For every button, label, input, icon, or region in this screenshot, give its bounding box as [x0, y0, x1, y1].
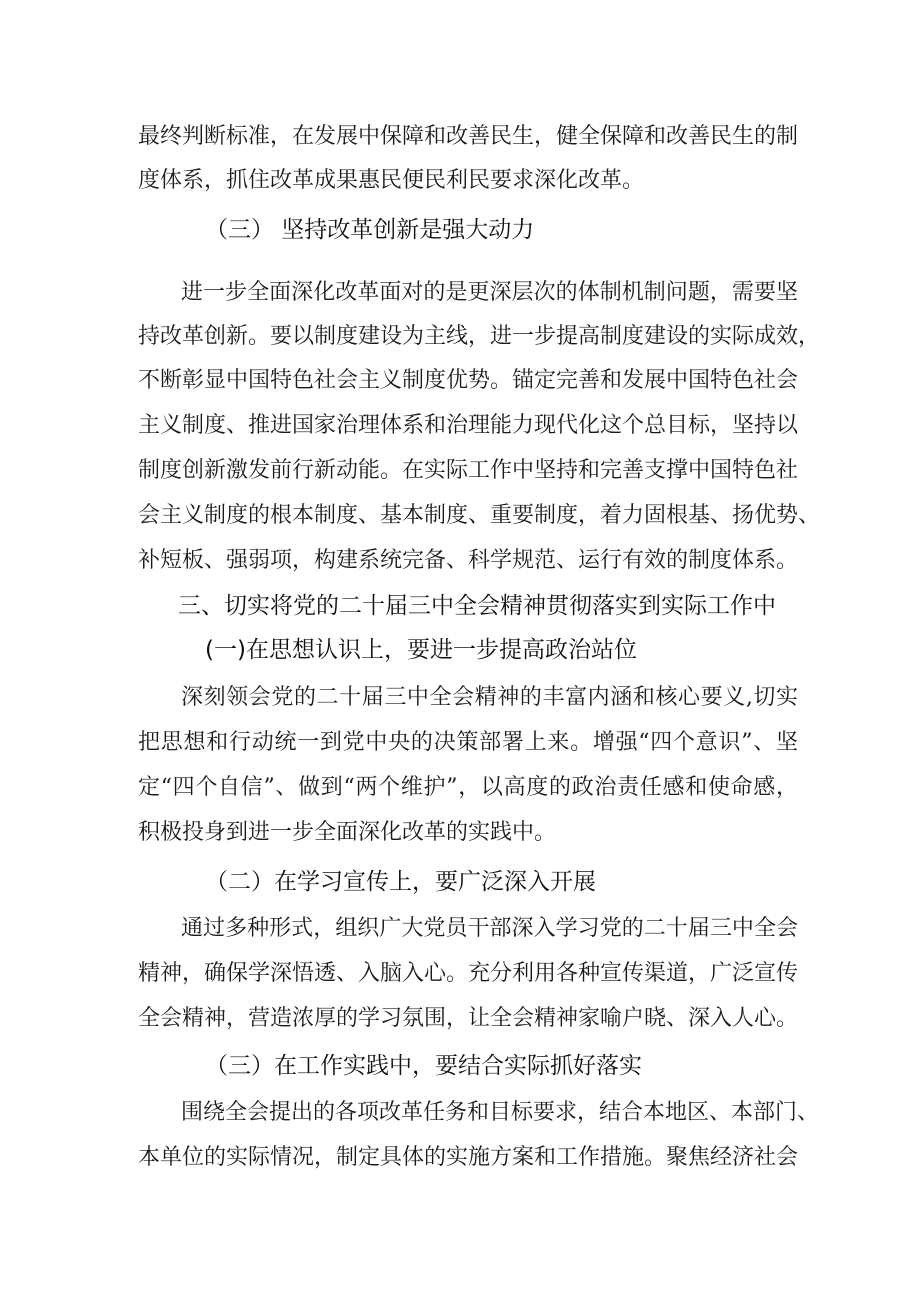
- paragraph-line: 补短板、强弱项，构建系统完备、科学规范、运行有效的制度体系。: [138, 548, 799, 573]
- part-heading: 三、切实将党的二十届三中全会精神贯彻落实到实际工作中: [178, 593, 776, 619]
- paragraph-line: 会主义制度的根本制度、基本制度、重要制度，着力固根基、扬优势、: [138, 503, 821, 528]
- paragraph-line: 最终判断标准，在发展中保障和改善民生，健全保障和改善民生的制: [138, 124, 799, 149]
- paragraph-line: 积极投身到进一步全面深化改革的实践中。: [138, 820, 557, 845]
- paragraph-line: 本单位的实际情况，制定具体的实施方案和工作措施。聚焦经济社会: [138, 1145, 799, 1170]
- section-heading: （三）在工作实践中，要结合实际抓好落实: [205, 1053, 642, 1079]
- paragraph-line: 围绕全会提出的各项改革任务和目标要求，结合本地区、本部门、: [181, 1100, 820, 1125]
- paragraph-line: 制度创新激发前行新动能。在实际工作中坚持和完善支撑中国特色社: [138, 458, 799, 483]
- paragraph-line: 主义制度、推进国家治理体系和治理能力现代化这个总目标，坚持以: [138, 413, 799, 438]
- paragraph-line: 深刻领会党的二十届三中全会精神的丰富内涵和核心要义,切实: [181, 685, 798, 710]
- section-heading: （二）在学习宣传上，要广泛深入开展: [205, 869, 596, 895]
- paragraph-line: 进一步全面深化改革面对的是更深层次的体制机制问题，需要坚: [181, 280, 798, 305]
- paragraph-line: 度体系，抓住改革成果惠民便民利民要求深化改革。: [138, 168, 645, 193]
- paragraph-line: 不断彰显中国特色社会主义制度优势。锚定完善和发展中国特色社会: [138, 368, 799, 393]
- paragraph-line: 全会精神，营造浓厚的学习氛围，让全会精神家喻户晓、深入人心。: [138, 1006, 799, 1031]
- section-heading: （三） 坚持改革创新是强大动力: [205, 217, 535, 243]
- paragraph-line: 把思想和行动统一到党中央的决策部署上来。增强“四个意识”、坚: [138, 730, 798, 755]
- paragraph-line: 定“四个自信”、做到“两个维护”，以高度的政治责任感和使命感，: [138, 775, 798, 800]
- section-heading: (一)在思想认识上，要进一步提高政治站位: [205, 637, 637, 663]
- paragraph-line: 通过多种形式，组织广大党员干部深入学习党的二十届三中全会: [181, 916, 798, 941]
- paragraph-line: 持改革创新。要以制度建设为主线，进一步提高制度建设的实际成效，: [138, 324, 821, 349]
- paragraph-line: 精神，确保学深悟透、入脑入心。充分利用各种宣传渠道，广泛宣传: [138, 961, 799, 986]
